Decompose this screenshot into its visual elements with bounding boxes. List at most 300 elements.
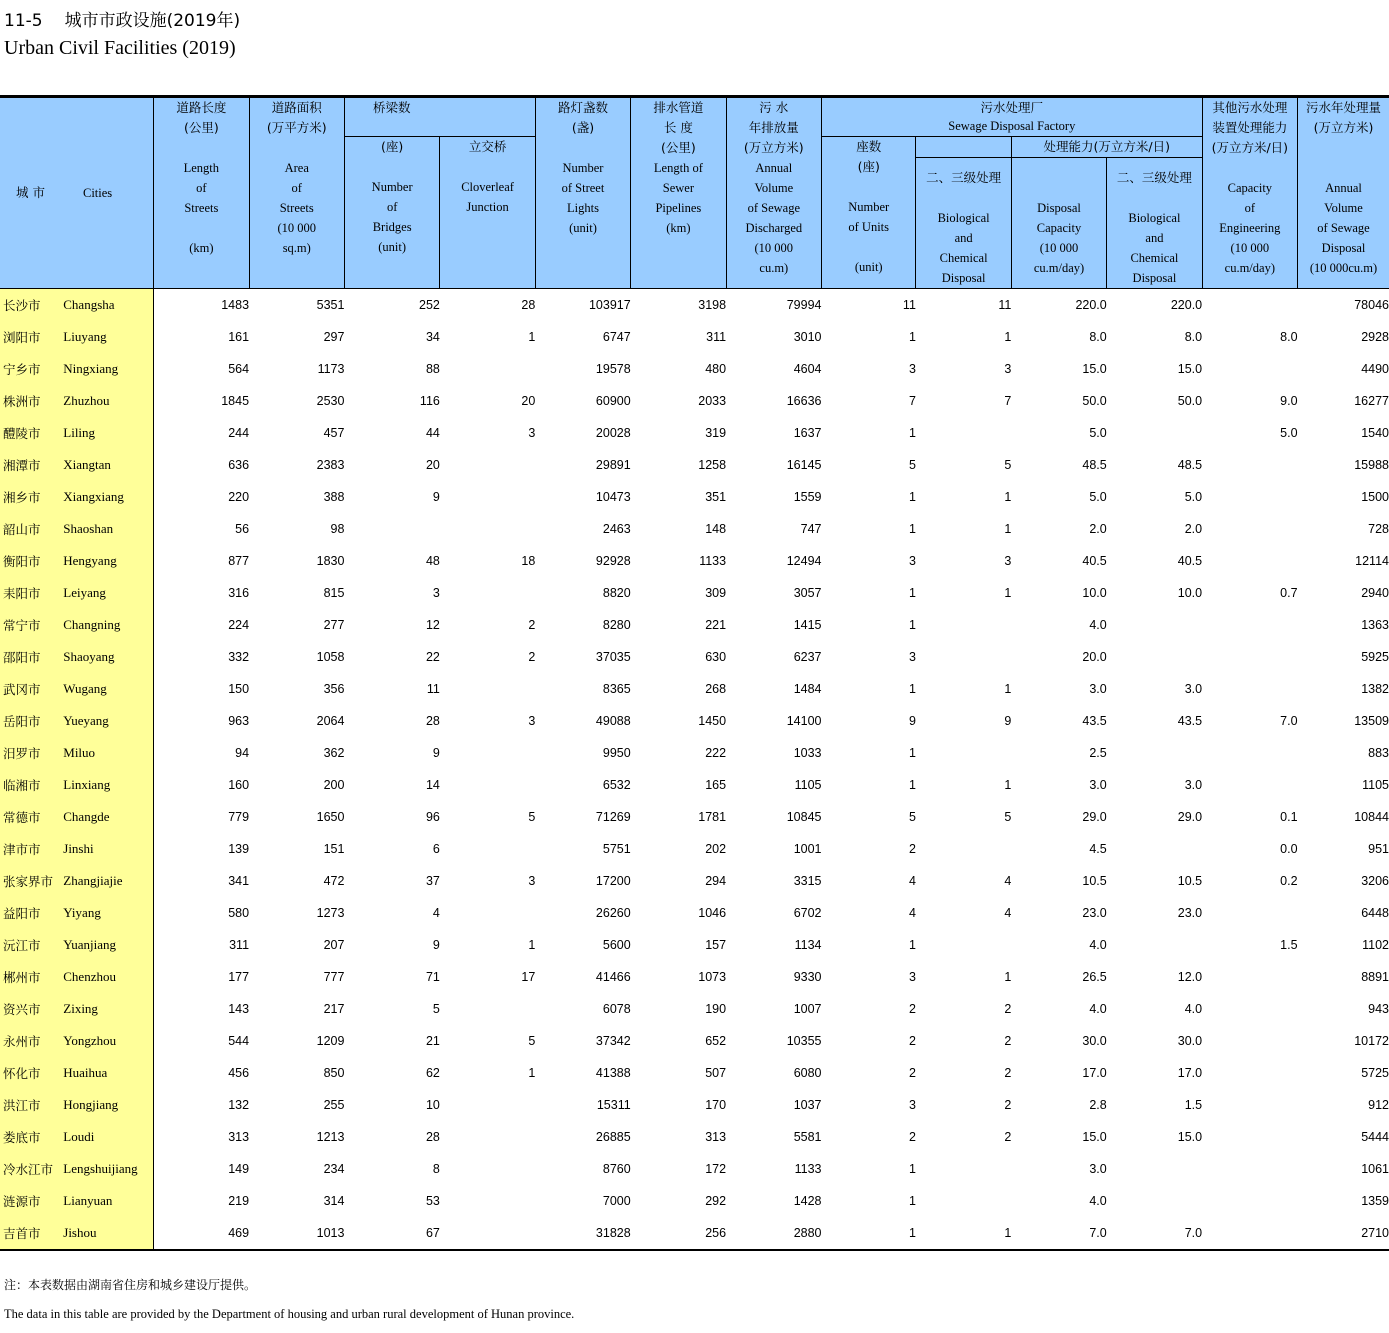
table-cell: 15988 [1354, 458, 1389, 472]
city-name-en: Yueyang [63, 705, 153, 737]
table-cell: 963 [154, 705, 249, 737]
table-cell [1107, 1153, 1202, 1185]
table-cell: 10355 [786, 1034, 822, 1048]
table-cell: 8280 [602, 618, 631, 632]
table-cell: 37035 [595, 650, 631, 664]
city-name-en: Changsha [63, 289, 153, 322]
table-cell [1202, 769, 1297, 801]
table-cell: 9 [432, 746, 440, 760]
table-cell [916, 929, 1011, 961]
table-cell: 94 [154, 737, 249, 769]
table-cell: 1 [908, 938, 916, 952]
table-cell: 4.0 [1089, 1194, 1107, 1208]
header-line: 二、三级处理 [926, 170, 1002, 185]
facilities-table [0, 95, 1389, 1251]
city-name-cn: 汨罗市 [0, 737, 63, 769]
table-cell: 912 [1368, 1098, 1389, 1112]
table-row [0, 417, 1389, 449]
header-line: Engineering [1219, 221, 1281, 235]
table-cell [1202, 1089, 1297, 1121]
table-cell: 14 [425, 778, 440, 792]
city-name-en: Changning [63, 609, 153, 641]
table-cell: 0.0 [1280, 842, 1298, 856]
table-cell: 2 [1004, 1130, 1012, 1144]
table-body [0, 289, 1389, 1251]
table-cell: 1 [908, 618, 916, 632]
header-line: Chemical [1130, 251, 1179, 265]
table-cell: 37 [425, 874, 440, 888]
table-cell: 2.5 [1089, 746, 1107, 760]
header-line: and [1145, 231, 1164, 245]
table-cell: 815 [323, 586, 345, 600]
table-cell: 29891 [595, 458, 631, 472]
street-area-header [249, 97, 344, 289]
city-name-cn: 耒阳市 [0, 577, 63, 609]
header-line: of [291, 181, 302, 195]
table-cell: 71269 [595, 810, 631, 824]
table-cell: 10473 [595, 490, 631, 504]
city-name-en: Zhangjiajie [63, 865, 153, 897]
table-cell: 728 [1368, 522, 1389, 536]
table-cell: 850 [323, 1066, 345, 1080]
table-row [0, 1121, 1389, 1153]
table-cell: 1 [1004, 330, 1012, 344]
table-cell: 88 [425, 362, 440, 376]
table-cell: 1013 [249, 1217, 344, 1250]
table-cell: 50.0 [1177, 394, 1203, 408]
city-name-cn: 醴陵市 [0, 417, 63, 449]
table-cell: 3198 [698, 298, 727, 312]
header-line [1203, 158, 1297, 178]
table-cell: 777 [323, 970, 345, 984]
table-cell: 1 [528, 1066, 536, 1080]
table-cell: 200 [323, 778, 345, 792]
header-line: Volume [1324, 201, 1363, 215]
table-cell: 1 [908, 522, 916, 536]
table-cell: 351 [705, 490, 727, 504]
table-cell: 1046 [698, 906, 727, 920]
table-cell: 883 [1368, 746, 1389, 760]
table-cell: 1 [908, 1162, 916, 1176]
city-name-cn: 株洲市 [0, 385, 63, 417]
header-line: of Street [561, 181, 605, 195]
table-cell: 71 [425, 970, 440, 984]
table-cell: 12.0 [1177, 970, 1203, 984]
table-row [0, 673, 1389, 705]
header-line [345, 157, 439, 177]
table-cell: 8.0 [1280, 330, 1298, 344]
table-cell: 17 [521, 970, 536, 984]
table-cell: 311 [706, 330, 727, 344]
table-cell: 8.0 [1184, 330, 1203, 344]
table-cell: 1415 [793, 618, 822, 632]
table-cell: 636 [154, 449, 249, 481]
table-cell: 1428 [793, 1194, 822, 1208]
table-cell: 2383 [316, 458, 345, 472]
table-cell [916, 833, 1011, 865]
table-cell: 8760 [602, 1162, 631, 1176]
table-cell: 1637 [793, 426, 822, 440]
table-cell: 79994 [786, 298, 822, 312]
header-line: of Sewage [747, 201, 800, 215]
table-cell: 20 [425, 458, 440, 472]
table-cell: 564 [154, 353, 249, 385]
header-line: 立交桥 [468, 139, 507, 154]
table-row [0, 705, 1389, 737]
header-line: Number [371, 180, 413, 194]
table-cell: 1102 [1362, 938, 1389, 952]
city-name-en: Ningxiang [63, 353, 153, 385]
header-line: (unit) [569, 221, 597, 235]
table-cell: 23.0 [1177, 906, 1203, 920]
table-row [0, 1217, 1389, 1250]
table-cell: 544 [154, 1025, 249, 1057]
city-name-cn: 津市市 [0, 833, 63, 865]
header-line: Junction [466, 200, 509, 214]
city-name-en: Lianyuan [63, 1185, 153, 1217]
table-cell [440, 481, 535, 513]
header-line: 二、三级处理 [1116, 170, 1192, 185]
table-cell [440, 1153, 535, 1185]
table-cell: 3.0 [1089, 682, 1107, 696]
city-name-cn: 娄底市 [0, 1121, 63, 1153]
units-bio-header [916, 158, 1011, 289]
header-line: 排水管道 [653, 100, 704, 115]
table-cell: 161 [154, 321, 249, 353]
table-cell: 5.0 [1089, 490, 1107, 504]
header-line: Chemical [939, 251, 988, 265]
header-line: (10 000cu.m) [1309, 261, 1378, 275]
table-cell: 456 [154, 1057, 249, 1089]
header-line: (10 000 [1230, 241, 1270, 255]
header-line: 污水年处理量 [1306, 100, 1382, 115]
table-cell: 22 [425, 650, 440, 664]
table-cell [1107, 417, 1202, 449]
header-line: Cloverleaf [461, 180, 514, 194]
table-cell: 8891 [1361, 970, 1389, 984]
header-line: 道路面积 [271, 100, 322, 115]
table-cell: 3.0 [1184, 778, 1203, 792]
header-line: Length of [653, 161, 703, 175]
table-cell [440, 833, 535, 865]
table-cell: 10.5 [1082, 874, 1107, 888]
table-cell [1202, 1121, 1297, 1153]
header-line: Volume [754, 181, 794, 195]
table-cell: 5 [1004, 458, 1012, 472]
table-cell: 480 [705, 362, 727, 376]
header-line: of Sewage [1317, 221, 1370, 235]
table-cell: 6747 [602, 330, 631, 344]
table-cell: 4.5 [1089, 842, 1107, 856]
header-line [250, 138, 344, 158]
table-cell: 26.5 [1082, 970, 1107, 984]
table-cell: 1001 [793, 842, 822, 856]
table-cell: 28 [425, 714, 440, 728]
table-cell: 3010 [793, 330, 822, 344]
header-line: 座数 [856, 139, 882, 154]
header-line [154, 218, 248, 238]
table-cell: 2 [528, 650, 536, 664]
header-line: Number [562, 161, 604, 175]
table-cell: 362 [323, 746, 345, 760]
city-name-en: Miluo [63, 737, 153, 769]
table-cell: 21 [425, 1034, 440, 1048]
header-line: Length [183, 161, 220, 175]
table-cell: 26885 [595, 1130, 631, 1144]
table-row [0, 481, 1389, 513]
table-cell [1202, 609, 1297, 641]
table-cell [440, 1089, 535, 1121]
table-cell: 943 [1368, 1002, 1389, 1016]
table-cell: 62 [425, 1066, 440, 1080]
header-line: (盏) [571, 120, 595, 135]
header-line: (unit) [854, 260, 883, 274]
header-line: (km) [189, 241, 214, 255]
table-cell: 7000 [602, 1194, 631, 1208]
table-cell: 2.0 [1089, 522, 1107, 536]
table-cell: 4 [908, 874, 916, 888]
table-cell: 1 [908, 778, 916, 792]
header-line [1107, 188, 1201, 208]
header-line: (公里) [661, 140, 696, 155]
city-name-cn: 冷水江市 [0, 1153, 63, 1185]
header-line: 装置处理能力 [1212, 120, 1288, 135]
table-row [0, 641, 1389, 673]
table-cell [440, 897, 535, 929]
table-cell: 1258 [698, 458, 727, 472]
table-cell [1202, 353, 1297, 385]
table-row [0, 769, 1389, 801]
city-name-en: Hongjiang [63, 1089, 153, 1121]
table-cell: 78046 [1354, 298, 1389, 312]
table-cell: 2710 [1298, 1217, 1389, 1250]
table-cell: 165 [705, 778, 727, 792]
table-cell: 15.0 [1177, 1130, 1203, 1144]
table-cell: 1.5 [1184, 1098, 1203, 1112]
header-line: (万平方米) [266, 120, 327, 135]
table-cell [1107, 929, 1202, 961]
table-cell: 580 [154, 897, 249, 929]
factory-group-header: 污水处理厂 Sewage Disposal Factory [822, 97, 1203, 137]
table-cell: 34 [425, 330, 440, 344]
table-cell: 6448 [1361, 906, 1389, 920]
table-cell: 7.0 [1107, 1217, 1202, 1250]
title-cn-text: 城市市政设施(2019年) [64, 11, 241, 31]
table-cell: 28 [425, 1130, 440, 1144]
table-cell: 234 [323, 1162, 345, 1176]
table-cell: 48 [425, 554, 440, 568]
capacity-header [1011, 158, 1106, 289]
header-line: (10 000 [1039, 241, 1079, 255]
city-name-en: Zhuzhou [63, 385, 153, 417]
table-cell: 2 [908, 1002, 916, 1016]
table-cell: 630 [705, 650, 727, 664]
table-cell: 170 [705, 1098, 727, 1112]
table-cell [1202, 1057, 1297, 1089]
table-cell: 1 [1004, 490, 1012, 504]
table-cell: 779 [154, 801, 249, 833]
table-cell: 92928 [595, 554, 631, 568]
table-cell: 277 [323, 618, 345, 632]
table-cell: 202 [705, 842, 727, 856]
table-cell: 23.0 [1082, 906, 1107, 920]
table-cell: 219 [154, 1185, 249, 1217]
table-row [0, 737, 1389, 769]
table-cell: 224 [154, 609, 249, 641]
table-cell: 1033 [793, 746, 822, 760]
table-cell: 2463 [602, 522, 631, 536]
table-cell: 457 [323, 426, 345, 440]
table-cell: 30.0 [1177, 1034, 1203, 1048]
table-row [0, 1057, 1389, 1089]
table-cell: 1363 [1361, 618, 1389, 632]
header-line: of [196, 181, 207, 195]
table-cell: 20.0 [1082, 650, 1107, 664]
table-cell: 1209 [316, 1034, 345, 1048]
table-cell: 652 [705, 1034, 727, 1048]
table-cell: 2 [908, 1130, 916, 1144]
table-cell: 10.5 [1177, 874, 1203, 888]
header-line: Disposal [1321, 241, 1366, 255]
city-name-en: Yiyang [63, 897, 153, 929]
table-cell: 951 [1368, 842, 1389, 856]
table-cell [440, 353, 535, 385]
table-cell: 6702 [793, 906, 822, 920]
city-name-cn: 涟源市 [0, 1185, 63, 1217]
table-cell: 472 [323, 874, 345, 888]
table-cell: 0.2 [1280, 874, 1298, 888]
table-cell: 103917 [588, 298, 631, 312]
header-line: Disposal [1132, 271, 1177, 285]
street-lights-header [535, 97, 630, 289]
table-cell: 151 [323, 842, 345, 856]
table-cell: 1 [528, 938, 536, 952]
table-cell: 1 [1004, 778, 1012, 792]
header-line: cu.m/day) [1033, 261, 1085, 275]
table-cell: 177 [154, 961, 249, 993]
table-cell: 2033 [698, 394, 727, 408]
header-line: Biological [1128, 211, 1181, 225]
header-line: (10 000 [277, 221, 317, 235]
table-cell: 3206 [1361, 874, 1389, 888]
table-cell: 5 [432, 1002, 440, 1016]
table-cell [1202, 897, 1297, 929]
header-line [440, 157, 534, 177]
city-name-cn: 武冈市 [0, 673, 63, 705]
table-cell [916, 1153, 1011, 1185]
table-cell: 5600 [602, 938, 631, 952]
table-cell [916, 641, 1011, 673]
table-row [0, 385, 1389, 417]
table-cell [1202, 449, 1297, 481]
table-cell: 1.5 [1280, 938, 1298, 952]
city-name-en: Huaihua [63, 1057, 153, 1089]
table-cell: 332 [154, 641, 249, 673]
table-row [0, 513, 1389, 545]
table-cell [440, 673, 535, 705]
table-cell: 4490 [1361, 362, 1389, 376]
table-cell: 469 [154, 1217, 249, 1250]
table-cell: 1213 [316, 1130, 345, 1144]
units-header [822, 137, 916, 289]
table-cell: 5 [908, 458, 916, 472]
table-cell: 8820 [602, 586, 631, 600]
table-cell: 8.0 [1089, 330, 1107, 344]
header-line: Bridges [372, 220, 412, 234]
table-row [0, 929, 1389, 961]
header-line: Discharged [745, 221, 803, 235]
table-cell: 2 [528, 618, 536, 632]
table-cell [440, 1217, 535, 1250]
table-title-cn [4, 6, 240, 31]
table-cell: 48.5 [1082, 458, 1107, 472]
table-cell: 41388 [595, 1066, 631, 1080]
table-cell: 1273 [316, 906, 345, 920]
table-cell [1202, 961, 1297, 993]
table-cell: 877 [154, 545, 249, 577]
header-line: (万立方米/日) [1211, 140, 1289, 155]
table-cell: 3 [908, 650, 916, 664]
table-row [0, 1025, 1389, 1057]
table-row [0, 353, 1389, 385]
header-line: Area [284, 161, 309, 175]
table-cell: 149 [154, 1153, 249, 1185]
table-row [0, 545, 1389, 577]
table-cell: 10844 [1354, 810, 1389, 824]
city-name-en: Hengyang [63, 545, 153, 577]
table-cell: 1 [908, 746, 916, 760]
table-cell: 160 [154, 769, 249, 801]
city-name-en: Liling [63, 417, 153, 449]
table-cell: 217 [323, 1002, 345, 1016]
table-cell: 9 [432, 938, 440, 952]
table-cell: 292 [705, 1194, 727, 1208]
table-cell [1202, 289, 1297, 322]
table-cell: 16145 [786, 458, 822, 472]
header-line: Lights [567, 201, 599, 215]
table-cell: 5925 [1361, 650, 1389, 664]
other-capacity-header [1202, 97, 1297, 289]
header-line: 长 度 [663, 120, 693, 135]
table-cell: 297 [323, 330, 345, 344]
table-cell: 4.0 [1089, 618, 1107, 632]
table-cell: 12 [425, 618, 440, 632]
annual-disposal-header [1298, 97, 1389, 289]
table-cell: 1 [1004, 522, 1012, 536]
header-line: Capacity [1036, 221, 1082, 235]
table-cell: 18 [521, 554, 536, 568]
table-row [0, 897, 1389, 929]
capacity-group-header: 处理能力(万立方米/日) [1011, 137, 1202, 158]
city-name-en: Loudi [63, 1121, 153, 1153]
city-name-cn: 张家界市 [0, 865, 63, 897]
table-cell [440, 1121, 535, 1153]
table-cell: 3315 [793, 874, 822, 888]
table-cell: 309 [705, 586, 727, 600]
table-cell: 150 [154, 673, 249, 705]
table-cell [1202, 993, 1297, 1025]
table-cell [1202, 1025, 1297, 1057]
header-line [822, 237, 915, 257]
table-cell: 1037 [793, 1098, 822, 1112]
table-cell: 4 [1004, 906, 1012, 920]
header-line: (万立方米) [743, 140, 804, 155]
header-line: (10 000 [754, 241, 794, 255]
header-line: sq.m) [282, 241, 311, 255]
city-name-en: Yuanjiang [63, 929, 153, 961]
table-cell: 1173 [317, 362, 345, 376]
header-line: and [954, 231, 973, 245]
